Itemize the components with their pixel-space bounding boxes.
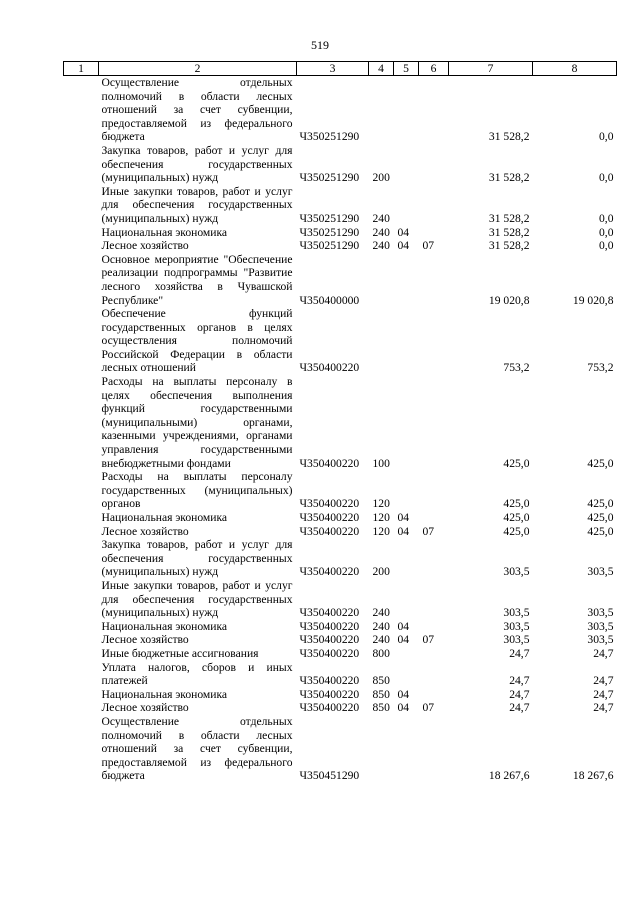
header-col-3: 3: [297, 62, 369, 76]
cell-expense-type: 850: [372, 674, 390, 688]
cell-expense-type: 240: [372, 633, 390, 647]
cell-amount-2: 24,7: [593, 687, 614, 701]
page-number: 519: [311, 38, 329, 52]
table-row: [64, 538, 617, 579]
table-row: [64, 470, 617, 511]
cell-code: Ч350400220: [299, 687, 360, 701]
cell-empty: [64, 538, 99, 579]
cell-subsection: [419, 307, 449, 375]
cell-amount-2: 425,0: [587, 511, 614, 524]
cell-subsection: 07: [422, 239, 435, 253]
cell-expense-type: 240: [372, 211, 390, 225]
table-row: [64, 701, 617, 715]
cell-description: Закупка товаров, работ и услуг для обеспечения государственных (муниципальных) нужд: [101, 143, 293, 185]
cell-amount-2: 0,0: [599, 130, 614, 144]
cell-code: Ч350251290: [299, 225, 360, 239]
cell-expense-type: 200: [372, 171, 390, 185]
cell-subsection: [419, 226, 449, 240]
cell-section: [394, 538, 419, 579]
cell-expense-type: [369, 253, 394, 307]
cell-expense-type: 120: [372, 511, 390, 524]
table-row: [64, 144, 617, 185]
cell-amount-2: 753,2: [587, 361, 614, 375]
table-body: [64, 76, 617, 783]
cell-expense-type: [369, 76, 394, 144]
cell-description: Осуществление отдельных полномочий в области лесных отношений за счет субвенции, предоставляемой из федерального бюджета: [101, 76, 293, 144]
cell-description: Расходы на выплаты персоналу в целях обеспечения выполнения функций государственными (муниципальными) органами, казенными учреждениями, органами управления государственными внебюджетными фондами: [101, 375, 293, 470]
cell-code: Ч350251290: [299, 130, 360, 144]
cell-empty: [64, 525, 99, 539]
cell-subsection: [419, 511, 449, 525]
cell-amount-2: 24,7: [593, 646, 614, 660]
cell-empty: [64, 185, 99, 226]
cell-amount-2: 425,0: [587, 456, 614, 470]
cell-expense-type: [369, 307, 394, 375]
cell-amount-2: 425,0: [587, 497, 614, 511]
cell-description: Осуществление отдельных полномочий в области лесных отношений за счет субвенции, предоставляемой из федерального бюджета: [101, 714, 293, 783]
cell-code: Ч350251290: [299, 239, 360, 253]
cell-section: 04: [397, 511, 410, 524]
cell-amount-1: 753,2: [503, 361, 530, 375]
cell-description: Лесное хозяйство: [101, 633, 189, 647]
header-row: [64, 62, 617, 76]
cell-subsection: [419, 579, 449, 620]
cell-code: Ч350251290: [299, 211, 360, 225]
cell-section: [394, 470, 419, 511]
cell-description: Уплата налогов, сборов и иных платежей: [101, 660, 293, 688]
cell-empty: [64, 661, 99, 688]
cell-description: Закупка товаров, работ и услуг для обеспечения государственных (муниципальных) нужд: [101, 538, 293, 579]
cell-section: 04: [397, 619, 410, 633]
cell-code: Ч350400220: [299, 524, 360, 538]
cell-amount-2: 18 267,6: [572, 769, 614, 783]
cell-description: Национальная экономика: [101, 511, 228, 524]
cell-section: [394, 579, 419, 620]
cell-section: [394, 647, 419, 661]
cell-description: Национальная экономика: [101, 619, 228, 633]
header-col-4: 4: [369, 62, 394, 76]
header-col-5: 5: [394, 62, 419, 76]
cell-subsection: [419, 715, 449, 783]
cell-empty: [64, 633, 99, 647]
cell-subsection: 07: [422, 633, 435, 647]
cell-empty: [64, 701, 99, 715]
cell-empty: [64, 511, 99, 525]
cell-empty: [64, 688, 99, 702]
cell-code: Ч350400220: [299, 674, 360, 688]
cell-expense-type: 200: [372, 565, 390, 579]
header-col-2: 2: [99, 62, 297, 76]
cell-amount-2: 303,5: [587, 633, 614, 647]
cell-empty: [64, 226, 99, 240]
cell-code: Ч350251290: [299, 171, 360, 185]
cell-expense-type: 240: [372, 239, 390, 253]
cell-amount-2: 0,0: [599, 239, 614, 253]
table-row: [64, 185, 617, 226]
table-row: [64, 253, 617, 307]
cell-expense-type: 800: [372, 646, 390, 660]
cell-empty: [64, 144, 99, 185]
cell-empty: [64, 375, 99, 470]
cell-expense-type: 120: [372, 524, 390, 538]
cell-code: Ч350400220: [299, 511, 360, 524]
table-row: [64, 76, 617, 144]
cell-subsection: [419, 538, 449, 579]
cell-amount-1: 24,7: [509, 687, 530, 701]
cell-description: Расходы на выплаты персоналу государственных (муниципальных) органов: [101, 470, 293, 511]
cell-amount-1: 31 528,2: [488, 225, 530, 239]
header-col-1: 1: [64, 62, 99, 76]
cell-subsection: [419, 375, 449, 470]
cell-expense-type: 240: [372, 619, 390, 633]
cell-amount-1: 425,0: [503, 456, 530, 470]
cell-code: Ч350400220: [299, 497, 360, 511]
cell-section: [394, 76, 419, 144]
cell-amount-1: 425,0: [503, 511, 530, 524]
cell-section: 04: [397, 633, 410, 647]
cell-section: [394, 661, 419, 688]
cell-subsection: [419, 470, 449, 511]
cell-amount-1: 303,5: [503, 606, 530, 620]
cell-expense-type: 240: [372, 225, 390, 239]
header-col-8: 8: [533, 62, 617, 76]
cell-empty: [64, 620, 99, 634]
cell-amount-2: 0,0: [599, 171, 614, 185]
cell-description: Иные закупки товаров, работ и услуг для обеспечения государственных (муниципальных) нужд: [101, 578, 293, 620]
cell-amount-1: 18 267,6: [488, 769, 530, 783]
cell-expense-type: [369, 715, 394, 783]
cell-subsection: [419, 185, 449, 226]
cell-amount-2: 19 020,8: [572, 293, 614, 307]
cell-amount-1: 425,0: [503, 497, 530, 511]
cell-amount-2: 303,5: [587, 565, 614, 579]
cell-code: Ч350400220: [299, 606, 360, 620]
cell-amount-1: 303,5: [503, 633, 530, 647]
cell-expense-type: 240: [372, 606, 390, 620]
cell-code: Ч350400220: [299, 361, 360, 375]
cell-code: Ч350400220: [299, 633, 360, 647]
cell-code: Ч350400220: [299, 456, 360, 470]
cell-amount-1: 24,7: [509, 674, 530, 688]
cell-amount-1: 31 528,2: [488, 171, 530, 185]
table-row: [64, 239, 617, 253]
cell-subsection: 07: [422, 701, 435, 715]
cell-subsection: [419, 76, 449, 144]
header-col-7: 7: [449, 62, 533, 76]
cell-section: 04: [397, 239, 410, 253]
cell-description: Обеспечение функций государственных органов в целях осуществления полномочий Российской Федерации в области лесных отношений: [101, 307, 293, 375]
cell-expense-type: 100: [372, 456, 390, 470]
cell-description: Лесное хозяйство: [101, 524, 189, 538]
cell-subsection: [419, 688, 449, 702]
cell-empty: [64, 579, 99, 620]
cell-subsection: [419, 253, 449, 307]
cell-section: [394, 307, 419, 375]
cell-amount-1: 24,7: [509, 701, 530, 715]
cell-expense-type: 850: [372, 701, 390, 715]
cell-section: [394, 375, 419, 470]
cell-section: [394, 253, 419, 307]
cell-amount-2: 0,0: [599, 225, 614, 239]
table-row: [64, 633, 617, 647]
table-row: [64, 579, 617, 620]
cell-code: Ч350400220: [299, 565, 360, 579]
cell-subsection: [419, 620, 449, 634]
cell-section: 04: [397, 701, 410, 715]
cell-empty: [64, 470, 99, 511]
cell-amount-1: 19 020,8: [488, 293, 530, 307]
cell-code: Ч350451290: [299, 769, 360, 783]
cell-section: [394, 185, 419, 226]
cell-description: Лесное хозяйство: [101, 701, 189, 715]
cell-description: Иные бюджетные ассигнования: [101, 646, 259, 660]
cell-amount-1: 31 528,2: [488, 130, 530, 144]
cell-amount-2: 24,7: [593, 674, 614, 688]
cell-amount-2: 303,5: [587, 619, 614, 633]
cell-subsection: 07: [422, 524, 435, 538]
table-row: [64, 525, 617, 539]
cell-expense-type: 120: [372, 497, 390, 511]
cell-subsection: [419, 661, 449, 688]
cell-code: Ч350400220: [299, 646, 360, 660]
cell-description: Национальная экономика: [101, 687, 228, 701]
cell-empty: [64, 307, 99, 375]
table-row: [64, 661, 617, 688]
table-row: [64, 511, 617, 525]
cell-description: Лесное хозяйство: [101, 239, 189, 253]
cell-empty: [64, 76, 99, 144]
cell-amount-1: 31 528,2: [488, 239, 530, 253]
cell-section: 04: [397, 687, 410, 701]
cell-code: Ч350400000: [299, 293, 360, 307]
table-row: [64, 375, 617, 470]
cell-empty: [64, 647, 99, 661]
cell-empty: [64, 715, 99, 783]
table-row: [64, 226, 617, 240]
cell-code: Ч350400220: [299, 701, 360, 715]
cell-section: 04: [397, 524, 410, 538]
cell-section: 04: [397, 225, 410, 239]
cell-amount-1: 303,5: [503, 619, 530, 633]
cell-subsection: [419, 647, 449, 661]
cell-amount-2: 303,5: [587, 606, 614, 620]
cell-amount-1: 303,5: [503, 565, 530, 579]
budget-table: [63, 61, 617, 783]
header-col-6: 6: [419, 62, 449, 76]
table-row: [64, 715, 617, 783]
table-row: [64, 620, 617, 634]
cell-section: [394, 715, 419, 783]
cell-empty: [64, 253, 99, 307]
cell-description: Национальная экономика: [101, 225, 228, 239]
cell-subsection: [419, 144, 449, 185]
cell-amount-2: 425,0: [587, 524, 614, 538]
cell-expense-type: 850: [372, 687, 390, 701]
cell-amount-2: 24,7: [593, 701, 614, 715]
cell-amount-1: 425,0: [503, 524, 530, 538]
cell-empty: [64, 239, 99, 253]
cell-code: Ч350400220: [299, 619, 360, 633]
cell-amount-1: 24,7: [509, 646, 530, 660]
cell-description: Основное мероприятие "Обеспечение реализации подпрограммы "Развитие лесного хозяйства в Чувашской Республике": [101, 252, 293, 307]
cell-amount-1: 31 528,2: [488, 211, 530, 225]
table-row: [64, 647, 617, 661]
cell-description: Иные закупки товаров, работ и услуг для обеспечения государственных (муниципальных) нужд: [101, 184, 293, 225]
cell-amount-2: 0,0: [599, 211, 614, 225]
table-row: [64, 688, 617, 702]
table-row: [64, 307, 617, 375]
cell-section: [394, 144, 419, 185]
